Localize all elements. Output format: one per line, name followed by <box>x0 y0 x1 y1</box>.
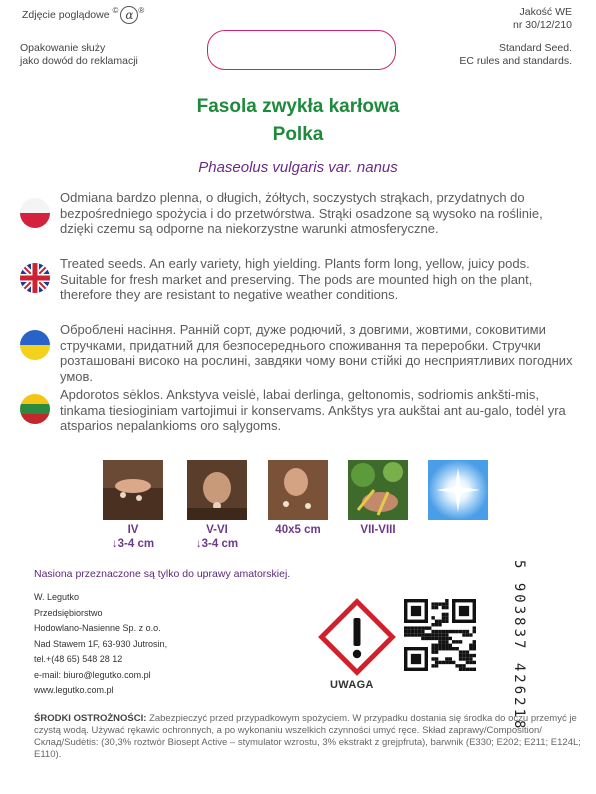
photo-note-text: Zdjęcie poglądowe <box>22 8 110 21</box>
sowing-month-icon <box>103 460 163 520</box>
company-info <box>34 590 167 699</box>
barcode-number: 5 903837 426218 <box>511 560 527 732</box>
description-ua: Оброблені насіння. Ранній сорт, дуже родючий, з довгими, жовтими, соковитими стручками, придатний для безпосереднього споживання та переробки. Стручки розташовані високо на рослині, завдяки чому вони стійкі до несприятливих погодних умов. <box>60 322 573 384</box>
harvest-icon <box>348 460 408 520</box>
description-en: Treated seeds. An early variety, high yielding. Plants form long, yellow, juicy pods. Suitable for fresh market and preserving. The pods are mounted high on the plant, therefore they are resistant to negative weather conditions. <box>60 256 533 302</box>
icon-caption-4a: VII-VIII <box>360 524 396 536</box>
quality-line2: nr 30/12/210 <box>513 19 572 31</box>
quality-note <box>513 6 572 32</box>
icon-caption-1b: ↓3-4 cm <box>111 538 155 550</box>
spacing-icon <box>268 460 328 520</box>
company-line5: tel.+(48 65) 548 28 12 <box>34 654 123 664</box>
ukraine-flag-icon <box>20 330 50 360</box>
quality-line1: Jakość WE <box>519 6 572 18</box>
amateur-note: Nasiona przeznaczone są tylko do uprawy amatorskiej. <box>34 568 291 580</box>
package-note-line2: jako dowód do reklamacji <box>20 55 138 67</box>
qr-code-icon <box>404 599 476 671</box>
precaution-heading: ŚRODKI OSTROŻNOŚCI: <box>34 713 147 724</box>
precaution-body: Zabezpieczyć przed przypadkowym spożyciem. W przypadku dostania się środka do oczu przemyć je czystą wodą. Używać rękawic ochronnych, a po wykonaniu wszelkich czynności umyć ręce. Skład zaprawy/Composition/Склад/Sudėtis: (30,3% roztwór Biosept Active – stymulator wzrostu, 3% ekstrakt z grejpfruta), barwnik (E330; E202; E211; E124L; E110). <box>34 713 581 760</box>
company-line3: Hodowlano-Nasienne Sp. z o.o. <box>34 623 161 633</box>
poland-flag-icon <box>20 198 50 228</box>
standard-line2: EC rules and standards. <box>459 55 572 67</box>
icon-caption-2a: V-VI <box>206 524 228 536</box>
legutko-alpha-logo: α <box>120 6 138 24</box>
sun-icon <box>428 460 488 520</box>
company-line1: W. Legutko <box>34 592 80 602</box>
ghs-exclamation-icon <box>318 598 396 676</box>
warning-label: UWAGA <box>330 679 374 691</box>
standard-line1: Standard Seed. <box>499 42 572 54</box>
product-title-line1: Fasola zwykła karłowa <box>196 96 400 117</box>
standard-note <box>459 42 572 68</box>
precaution-text <box>34 713 582 761</box>
company-line4: Nad Stawem 1F, 63-930 Jutrosin, <box>34 638 168 649</box>
sowing-depth-icon <box>187 460 247 520</box>
icon-caption-1a: IV <box>127 524 139 536</box>
uk-flag-icon <box>20 263 50 293</box>
description-pl: Odmiana bardzo plenna, o długich, żółtych, soczystych strąkach, przydatnych do bezpośredniego spożycia i do przetwórstwa. Strąki osadzone są wysoko na roślinie, dzięki czemu są odporne na niekorzystne warunki atmosferyczne. <box>60 190 543 236</box>
label-window <box>207 30 396 70</box>
copyright-mark: © <box>112 6 119 15</box>
company-line7: www.legutko.com.pl <box>34 685 114 695</box>
package-note-line1: Opakowanie służy <box>20 42 106 54</box>
company-line6: e-mail: biuro@legutko.com.pl <box>34 669 151 680</box>
package-note <box>20 42 138 68</box>
photo-note <box>22 6 144 24</box>
icon-caption-2b: ↓3-4 cm <box>195 538 239 550</box>
icon-caption-3a: 40x5 cm <box>275 524 321 536</box>
description-lt: Apdorotos sėklos. Ankstyva veislė, labai derlinga, geltonomis, sodriomis ankšti-mis, tinkama tiesioginiam vartojimui ir konservams. Ankštys yra aukštai ant au-galo, todėl yra atsparios nepalankioms oro sąlygoms. <box>60 387 566 433</box>
product-title-line2: Polka <box>272 124 324 145</box>
registered-mark: ® <box>138 6 145 15</box>
lithuania-flag-icon <box>20 394 50 424</box>
latin-name: Phaseolus vulgaris var. nanus <box>198 159 398 176</box>
company-line2: Przedsiębiorstwo <box>34 607 103 618</box>
